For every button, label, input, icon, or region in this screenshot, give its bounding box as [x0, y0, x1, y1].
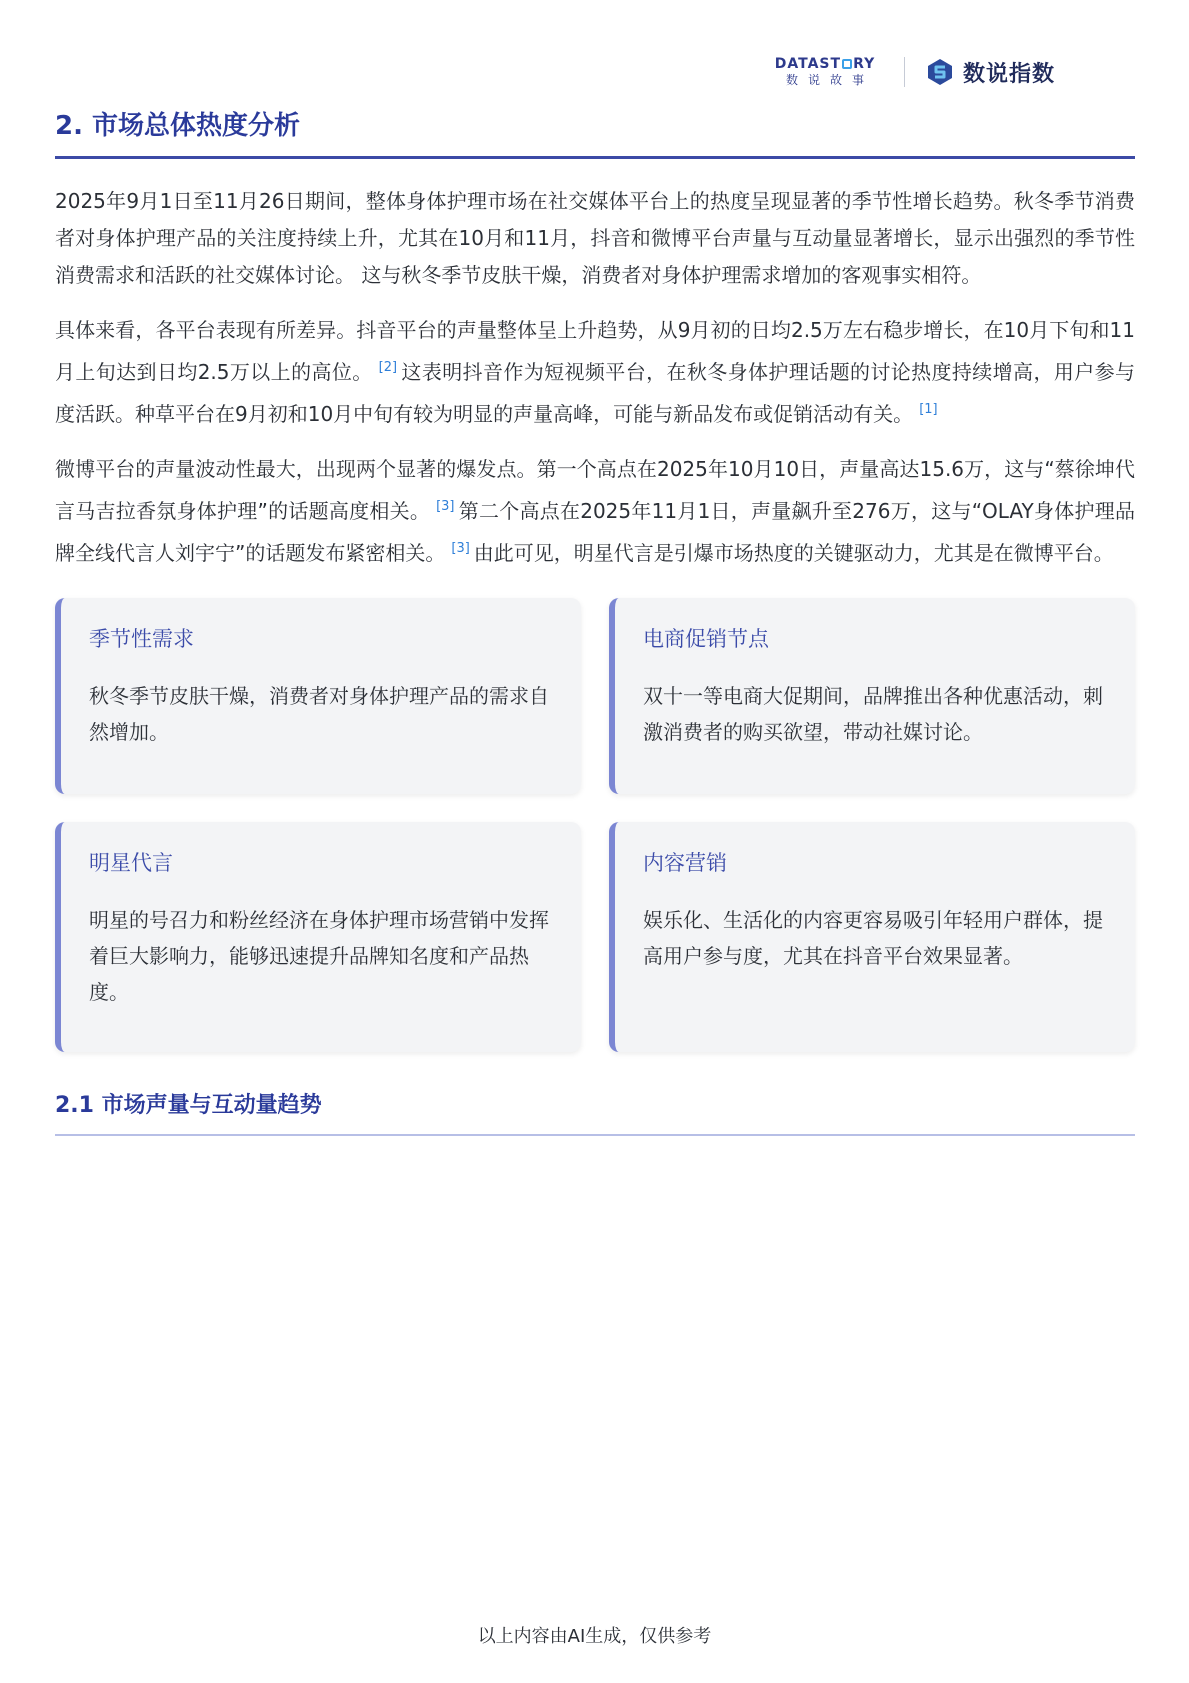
factor-cards — [55, 598, 1135, 1052]
subsection-title: 2.1 市场声量与互动量趋势 — [55, 1090, 1135, 1136]
paragraph-text: 具体来看，各平台表现有所差异。抖音平台的声量整体呈上升趋势，从9月初的日均2.5万左右稳步增长，在10月下旬和11月上旬达到日均2.5万以上的高位。 — [55, 318, 1135, 384]
paragraph-weibo — [55, 451, 1135, 572]
section-title: 2. 市场总体热度分析 — [55, 108, 1135, 159]
main-content — [55, 108, 1135, 1136]
paragraph-text: 第二个高点在2025年11月1日，声量飙升至276万，这与“OLAY身体护理品牌全线代言人刘宇宁”的话题发布紧密相关。 — [55, 499, 1135, 565]
page-header — [766, 52, 1055, 92]
ai-disclaimer: 以上内容由AI生成，仅供参考 — [477, 1626, 712, 1647]
card-celebrity-endorsement — [55, 822, 581, 1052]
card-body: 娱乐化、生活化的内容更容易吸引年轻用户群体，提高用户参与度，尤其在抖音平台效果显著。 — [643, 908, 1103, 968]
datastory-logo — [766, 56, 884, 88]
paragraph-platforms — [55, 312, 1135, 433]
header-divider — [904, 57, 905, 87]
card-ecommerce-promotion — [609, 598, 1135, 794]
datastory-logo-cn: 数说故事 — [785, 73, 874, 87]
card-body: 双十一等电商大促期间，品牌推出各种优惠活动，刺激消费者的购买欲望，带动社媒讨论。 — [643, 684, 1103, 744]
logo-square-icon — [842, 59, 852, 69]
card-title: 明星代言 — [89, 851, 173, 875]
card-body: 秋冬季节皮肤干燥，消费者对身体护理产品的需求自然增加。 — [89, 684, 549, 744]
product-name: 数说指数 — [962, 61, 1055, 87]
card-content-marketing — [609, 822, 1135, 1052]
paragraph-overview: 2025年9月1日至11月26日期间，整体身体护理市场在社交媒体平台上的热度呈现显著的季节性增长趋势。秋冬季节消费者对身体护理产品的关注度持续上升，尤其在10月和11月，抖音和微博平台声量与互动量显著增长，显示出强烈的季节性消费需求和活跃的社交媒体讨论。 这与秋冬季节皮肤干燥，消费者对身体护理需求增加的客观事实相符。 — [55, 189, 1135, 287]
paragraph-text: 微博平台的声量波动性最大，出现两个显著的爆发点。第一个高点在2025年10月10日，声量高达15.6万，这与“蔡徐坤代言马吉拉香氛身体护理”的话题高度相关。 — [55, 457, 1135, 523]
citation-link[interactable]: [2] — [378, 360, 398, 375]
paragraph-text: 这表明抖音作为短视频平台，在秋冬身体护理话题的讨论热度持续增高，用户参与度活跃。种草平台在9月初和10月中旬有较为明显的声量高峰，可能与新品发布或促销活动有关。 — [55, 360, 1135, 426]
datastory-s-logo-icon — [925, 57, 955, 87]
card-seasonal-demand — [55, 598, 581, 794]
card-title: 内容营销 — [643, 851, 727, 875]
citation-link[interactable]: [3] — [436, 499, 455, 514]
paragraph-text: 由此可见，明星代言是引爆市场热度的关键驱动力，尤其是在微博平台。 — [473, 541, 1114, 565]
datastory-logo-text: DATAST RY — [774, 56, 876, 72]
citation-link[interactable]: [1] — [919, 402, 938, 417]
citation-link[interactable]: [3] — [451, 541, 470, 556]
card-body: 明星的号召力和粉丝经济在身体护理市场营销中发挥着巨大影响力，能够迅速提升品牌知名度和产品热度。 — [89, 908, 549, 1004]
card-title: 季节性需求 — [89, 627, 194, 651]
card-title: 电商促销节点 — [643, 627, 769, 651]
shuoshuo-index-logo — [925, 57, 1055, 88]
